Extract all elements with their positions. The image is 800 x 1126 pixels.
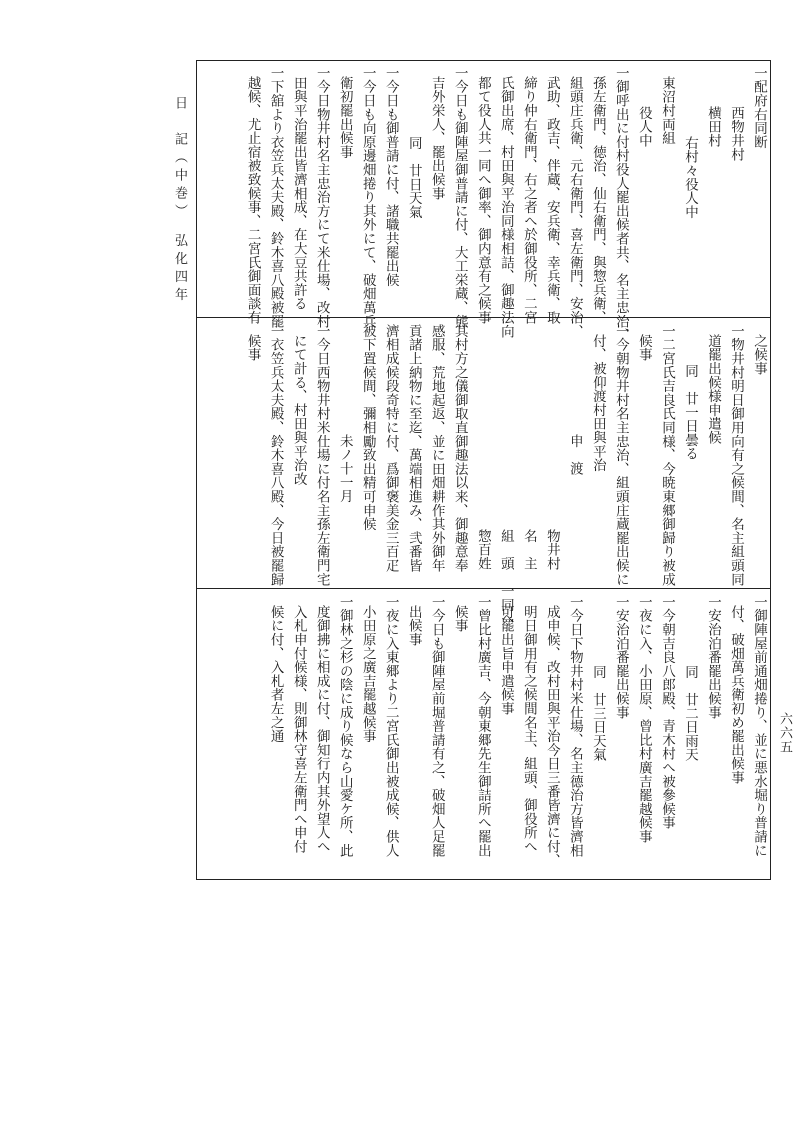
text-column: 右村々役人中 [681,136,698,219]
text-column: 越候、尤止宿被致候事、二宮氏御面談有 [244,76,261,325]
text-column: 一今日下物井村米仕場、名主德治方皆濟相 [566,595,583,858]
text-column: 貢諸上納物に至迄、萬端相進み、弐番皆 [405,324,422,573]
text-column: 名 主 [520,529,537,571]
page-number: 六六五 [777,712,792,754]
text-column: 候事 [635,334,652,362]
text-column: 候に付、入札者左之通 [267,605,284,743]
text-column: 同 廿一日曇る [681,364,698,461]
text-column: 一御林之杉の陰に成り候なら山愛ケ所、此 [336,595,353,858]
text-column: 役人中 [635,106,652,148]
text-column: 一夜に入東郷より二宮氏御出被成候、供人 [382,595,399,858]
text-column: 組 頭 一同へ [497,529,514,626]
text-column: 出候事 [405,605,422,647]
text-column: 一夜に入、小田原、曾比村廣吉罷越候事 [635,595,652,844]
text-column: 成申候、改村田與平治今日三番皆濟に付、 [543,605,560,868]
text-column: 一今日も御陣屋御普請に付、大工栄蔵、熊 [451,66,468,329]
text-column: 付、被仰渡村田與平治 [589,334,606,472]
text-column: 同 廿二日雨天 [681,665,698,762]
text-column: 田與平治罷出皆濟相成、在大豆共許る [290,76,307,311]
text-column: 未ノ十一月 [336,434,353,503]
text-column: 申 渡 [566,434,583,476]
text-column: 都て役人共一同へ御率、御内意有之候事 [474,76,491,325]
text-column: 其村方之儀御取直御趣法以来、御趣意奉 [451,324,468,573]
text-column: 同 廿三日天氣 [589,665,606,762]
text-column: 一曾比村廣吉、今朝東郷先生御詰所へ罷出 [474,595,491,858]
text-column: 被下置候間、彌相勵致出精可申候 [359,324,376,531]
text-column: 之候事 [751,334,767,376]
text-column: 東沼村両組 [658,76,675,145]
text-column: 衛初罷出候事 [336,76,353,159]
text-column: 惣百姓 [474,529,491,571]
text-column: 西物井村 [727,106,744,162]
text-column: 孫左衛門、徳治、仙右衛門、與惣兵衛、 [589,76,606,325]
text-column: 一今日物井村名主忠治方にて米仕場、改村 [313,66,330,329]
panel-middle [244,324,766,626]
panel-top [244,66,766,342]
text-column: 一今日も御普請に付、諸職共罷出候 [382,66,399,287]
text-column: 明日御用有之候間名主、組頭、御役所へ [520,605,537,854]
text-column: 感服、荒地起返、並に田畑耕作其外御年 [428,324,445,573]
text-column: 一二宮氏吉良氏同様、今暁東郷御歸り被成 [658,324,675,587]
text-column: 一今日西物井村米仕場に付名主孫左衛門宅 [313,324,330,587]
text-column: 一今朝物井村名主忠治、組頭庄蔵罷出候に [612,324,629,587]
text-column: 一今日も御陣屋前堀普請有之、破畑人足罷 [428,595,445,858]
text-column: 候事 [244,334,261,362]
text-column: 組頭庄兵衛、元右衛門、喜左衛門、安治、 [566,76,583,339]
text-column: 道罷出候様申遣候 [704,334,721,445]
text-column: 氏御出席、村田與平治同様相詰、御趣法向 [497,76,514,339]
text-column: 一今日も向原邊畑捲り其外にて、破畑萬兵 [359,66,376,329]
text-column: 付、破畑萬兵衛初め罷出候事 [727,605,744,785]
text-column: 武助、政吉、伴蔵、安兵衛、幸兵衛、取 [543,76,560,325]
text-column: 入札申付候様、則御林守喜左衛門へ申付 [290,605,307,854]
text-column: 一衣笠兵太夫殿、鈴木喜八殿、今日被罷歸 [267,324,284,587]
panel-bottom [267,595,766,867]
text-column: 一物井村明日御用向有之候間、名主組頭同 [727,324,744,587]
text-column: 一配府右同断 [751,66,767,149]
text-column: 可罷出旨申遣候事 [497,605,514,716]
running-header: 日 記（中巻） 弘化四年 [172,96,187,306]
text-column: にて計る、村田與平治改 [290,334,307,486]
text-column: 一御陣屋前通畑捲り、並に悪水堀り普請に [751,595,767,858]
text-column: 一今朝吉良八郎殿、青木村へ被參候事 [658,595,675,830]
text-column: 濟相成候段奇特に付、爲御褒美金三百疋 [382,324,399,573]
text-column: 吉外栄人、罷出候事 [428,76,445,201]
text-column: 物井村 [543,529,560,571]
text-column: 同 廿日天氣 [405,136,422,219]
text-column: 小田原之廣吉罷越候事 [359,605,376,743]
text-column: 締り仲右衛門、右之者へ於御役所、二宮 [520,76,537,325]
text-column: 一御呼出に付村役人罷出候者共、名主忠治、 [612,66,629,342]
text-column: 一下舘より衣笠兵太夫殿、鈴木喜八殿被罷 [267,66,284,329]
text-column: 候事 [451,605,468,633]
text-column: 一安治泊番罷出候事 [612,595,629,720]
text-column: 度御拂に相成に付、御知行内其外望人へ [313,605,330,854]
text-column: 一安治泊番罷出候事 [704,595,721,720]
text-column: 横田村 [704,106,721,148]
